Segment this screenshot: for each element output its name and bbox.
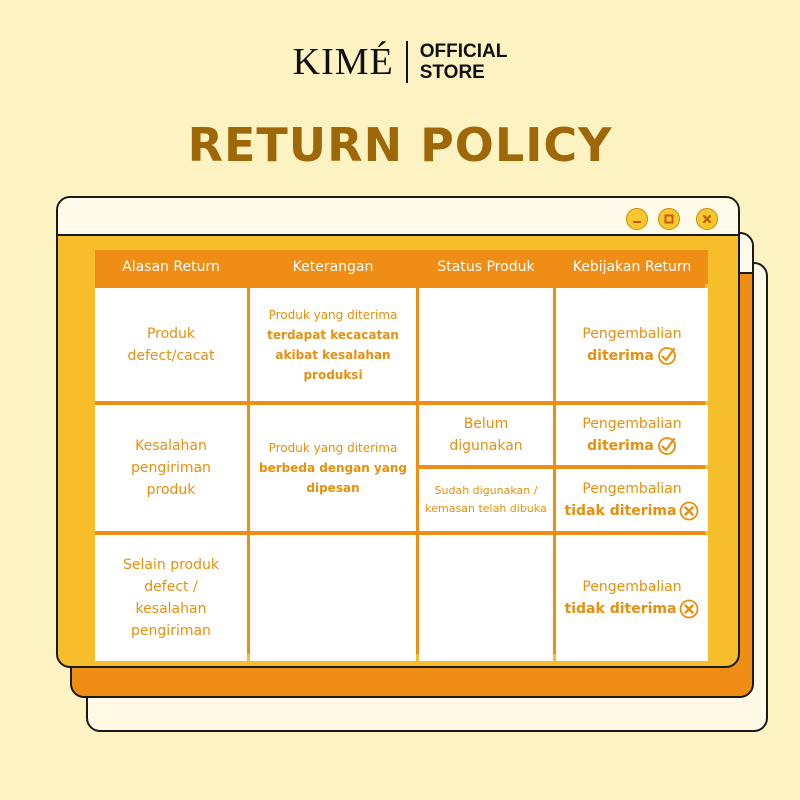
row2-reason-text: Kesalahan pengiriman produk [131,438,211,498]
row1-policy-verdict: diterima [587,347,654,364]
header-keterangan: Keterangan [250,250,416,284]
check-circle-icon [657,436,677,456]
row3-policy [556,535,708,661]
header-kebijakan-return: Kebijakan Return [556,250,708,284]
x-circle-icon [679,599,699,619]
maximize-icon[interactable] [658,208,680,230]
row1-desc-plain: Produk yang diterima [268,307,398,322]
row2b-policy-text: Pengembalian [582,481,682,497]
row3-policy-verdict: tidak diterima [564,601,677,617]
row2a-status-text: Belum digunakan [449,416,523,454]
row1-policy-text: Pengembalian [582,325,682,342]
brand-store-label [420,41,508,83]
row2b-status [419,469,553,531]
brand-logo: KIMÉ [292,41,394,83]
row2a-policy-verdict: diterima [587,438,654,454]
row1-status [419,288,553,401]
row3-reason-text: Selain produk defect / kesalahan pengiriman [123,557,219,639]
brand-divider [406,41,408,83]
row3-status [419,535,553,661]
row1-desc-bold: terdapat kecacatan akibat kesalahan produksi [267,327,399,382]
brand-header [0,40,800,84]
return-policy-table [95,250,705,654]
brand-store-line2: STORE [419,62,485,83]
x-circle-icon [679,501,699,521]
row2b-status-text: Sudah digunakan / kemasan telah dibuka [425,484,547,515]
minimize-icon[interactable] [626,208,648,230]
row2-description [250,405,416,531]
row1-reason [95,288,247,401]
row2b-policy-verdict: tidak diterima [564,503,677,519]
row1-description [250,288,416,401]
row3-description [250,535,416,661]
check-circle-icon [657,346,677,366]
row2-reason [95,405,247,531]
row2a-policy [556,405,708,465]
row2b-policy [556,469,708,531]
page-title: RETURN POLICY [187,118,613,172]
row2-desc-bold: berbeda dengan yang dipesan [259,461,407,495]
row3-policy-text: Pengembalian [582,579,682,595]
header-alasan-return: Alasan Return [95,250,247,284]
row2-desc-plain: Produk yang diterima [268,441,398,455]
header-status-produk: Status Produk [419,250,553,284]
brand-store-line1: OFFICIAL [419,41,508,62]
row1-policy [556,288,708,401]
row2a-status [419,405,553,465]
row3-reason [95,535,247,661]
row1-reason-text: Produk defect/cacat [127,325,215,364]
policy-window [56,196,740,668]
row2a-policy-text: Pengembalian [582,416,682,432]
close-icon[interactable] [696,208,718,230]
window-titlebar [58,198,738,236]
